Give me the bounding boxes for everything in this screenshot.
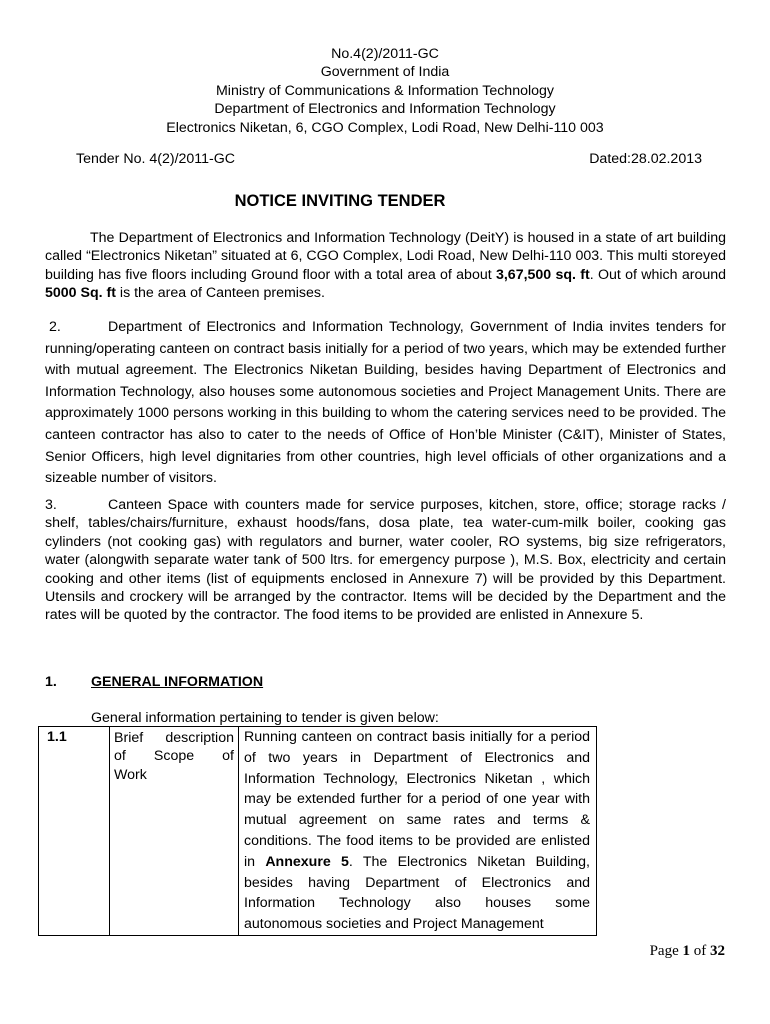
paragraph-2-text: Department of Electronics and Information Technology, Government of India invites tenders for running/operating canteen on contract basis initially for a period of two years, which may be extended further with mutual agreement. The Electronics Niketan Building, besides having Department of Electronics and Information Technology, also houses some autonomous societies and Project Management Units. There are approximately 1000 persons working in this building to whom the catering services need to be provided. The canteen contractor has also to cater to the needs of Office of Hon’ble Minister (C&IT), Minister of States, Senior Officers, high level dignitaries from other countries, high level officials of other organizations and a sizeable number of visitors. xyxy=(45,319,726,487)
document-title: NOTICE INVITING TENDER xyxy=(234,192,446,210)
page-footer xyxy=(650,943,725,960)
description-text-a: Running canteen on contract basis initially for a period of two years in Department of Electronics and Information Technology, Electronics Niketan , which may be extended further for a period of one year with mutual agreement on same rates and terms & conditions. The food items to be provided are enlisted in xyxy=(244,729,590,870)
file-number: No.4(2)/2011-GC xyxy=(331,46,439,62)
row-label-line: of Scope of xyxy=(114,748,234,765)
page-number: 1 xyxy=(682,943,690,959)
row-description xyxy=(239,727,597,936)
paragraph-2-number: 2. xyxy=(49,319,61,335)
page-label: Page xyxy=(649,943,683,959)
paragraph-intro xyxy=(45,229,726,303)
total-area: 3,67,500 sq. ft xyxy=(495,266,590,283)
section-intro: General information pertaining to tender is given below: xyxy=(91,710,439,726)
row-label-line: Brief description xyxy=(114,730,234,746)
canteen-area: 5000 Sq. ft xyxy=(45,285,116,302)
department-name: Department of Electronics and Information Technology xyxy=(214,101,556,118)
description-text-b: . The Electronics Niketan Building, besides having Department of Electronics and Information Technology also houses some autonomous societies and Project Management xyxy=(244,853,590,933)
government-name: Government of India xyxy=(320,64,450,81)
intro-text-d: is the area of Canteen premises. xyxy=(115,285,325,302)
paragraph-2 xyxy=(45,317,726,490)
row-number: 1.1 xyxy=(39,727,110,936)
row-label xyxy=(110,727,239,936)
tender-date: Dated:28.02.2013 xyxy=(589,151,702,167)
paragraph-3 xyxy=(45,496,726,625)
of-label: of xyxy=(690,943,710,959)
paragraph-3-text: Canteen Space with counters made for service purposes, kitchen, store, office; storage racks / shelf, tables/chairs/furniture, exhaust hoods/fans, dosa plate, tea water-cum-milk boiler, cooking gas cylinders (not cooking gas) with regulators and burner, water cooler, RO systems, big size refrigerators, water (alongwith separate water tank of 500 ltrs. for emergency purpose ), M.S. Box, electricity and certain cooking and other items (list of equipments enclosed in Annexure 7) will be provided by this Department. Utensils and crockery will be arranged by the contractor. Items will be decided by the Department and the rates will be quoted by the contractor. The food items to be provided are enlisted in Annexure 5. xyxy=(45,497,726,624)
paragraph-3-number: 3. xyxy=(45,497,57,513)
section-title: GENERAL INFORMATION xyxy=(91,674,264,690)
row-label-line: Work xyxy=(114,766,147,783)
general-info-table xyxy=(38,726,597,936)
table-row xyxy=(39,727,597,936)
letter-header xyxy=(0,45,770,137)
intro-text-a: The Department of Electronics and Information Technology (DeitY) is housed in a state of art building called “Electronics Niketan” situated at 6, CGO Complex, Lodi Road, New Delhi-110 003. This multi storeyed building has five floors including Ground floor with a total area of about xyxy=(45,230,726,283)
intro-text-c: . Out of which around xyxy=(589,266,726,283)
page-total: 32 xyxy=(710,943,725,959)
address: Electronics Niketan, 6, CGO Complex, Lodi Road, New Delhi-110 003 xyxy=(166,119,604,136)
section-number: 1. xyxy=(45,674,57,690)
tender-number: Tender No. 4(2)/2011-GC xyxy=(76,151,236,167)
annexure-reference: Annexure 5 xyxy=(265,853,349,870)
ministry-name: Ministry of Communications & Information Technology xyxy=(215,82,555,99)
